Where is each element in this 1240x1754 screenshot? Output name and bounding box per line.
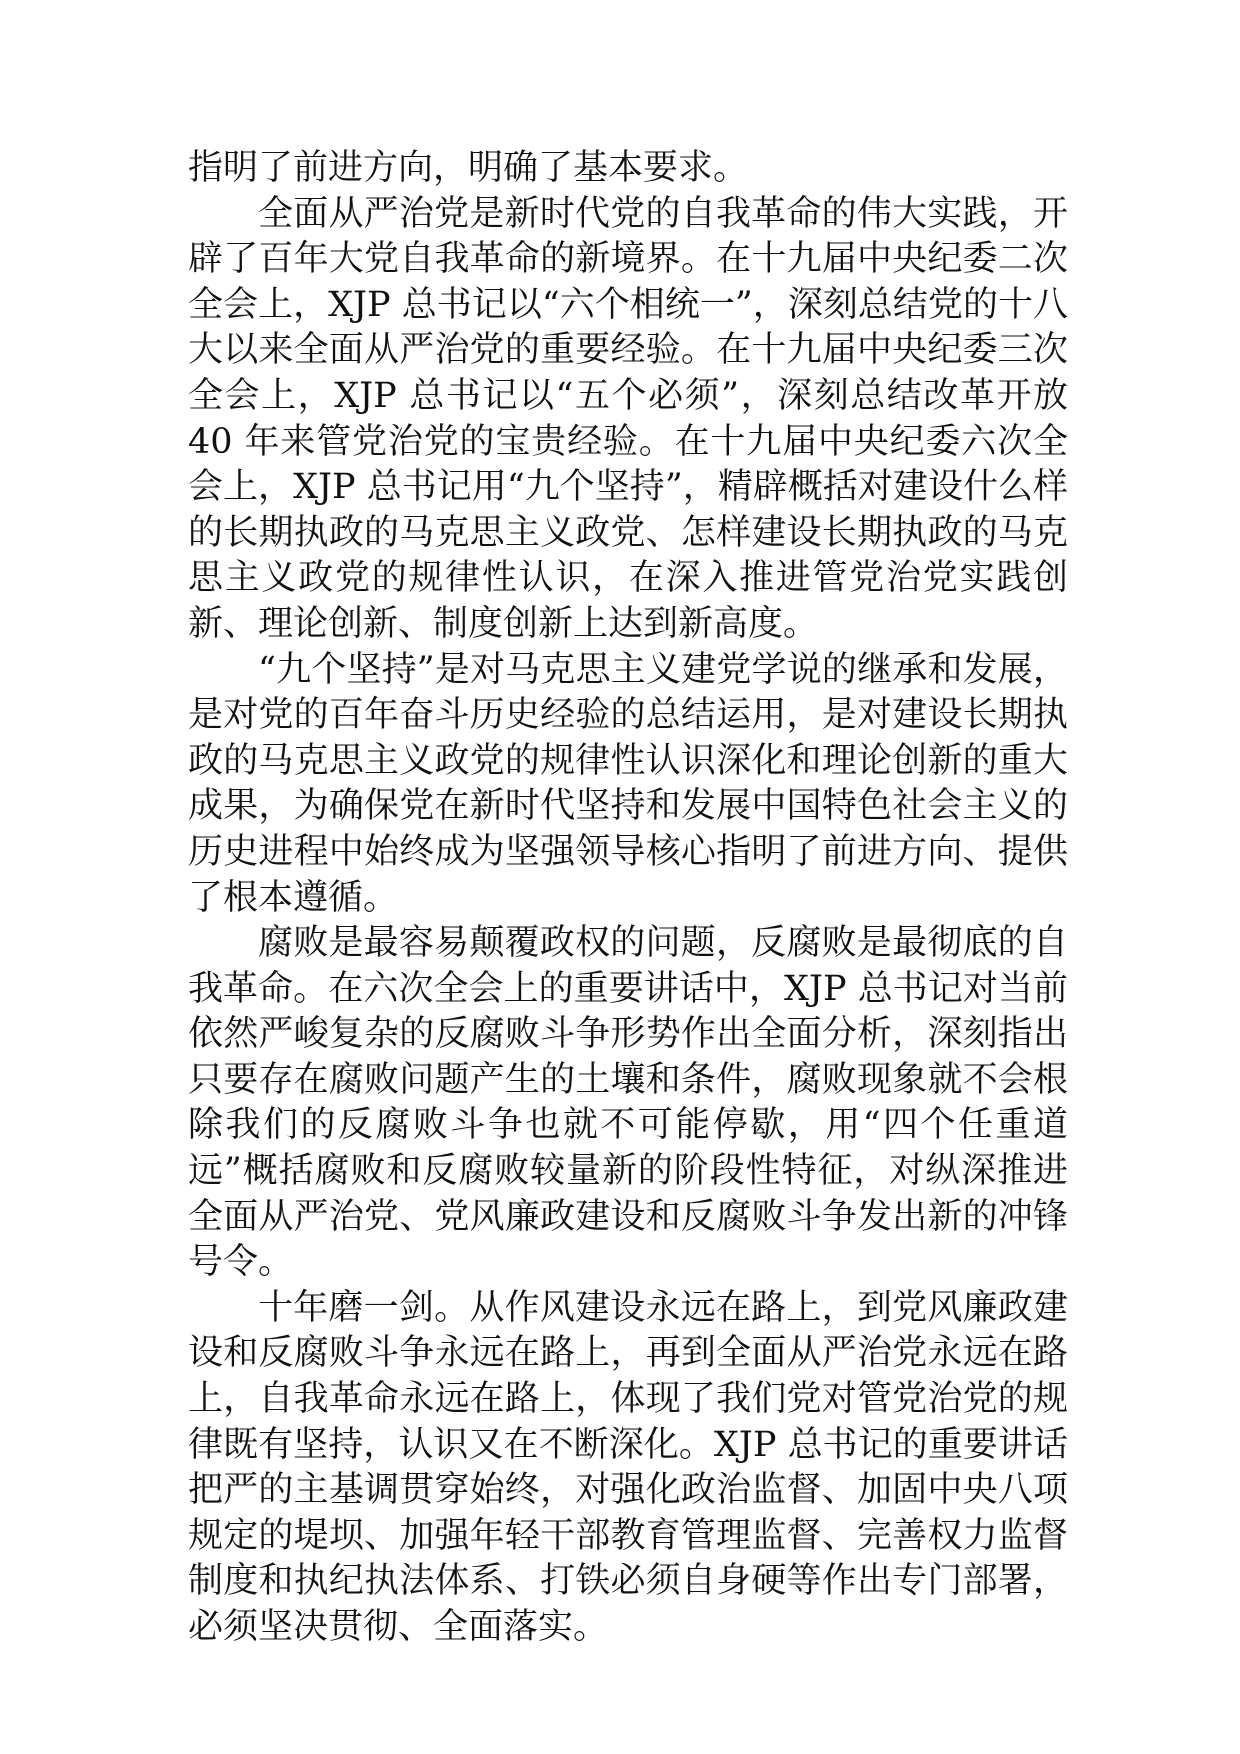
paragraph-ten-years: 十年磨一剑。从作风建设永远在路上，到党风廉政建设和反腐败斗争永远在路上，再到全面从严治党永远在路上，自我革命永远在路上，体现了我们党对管党治党的规律既有坚持，认识又在不断深化。XJP 总书记的重要讲话把严的主基调贯穿始终，对强化政治监督、加固中央八项规定的堤坝、加强年轻干部教育管理监督、完善权力监督制度和执纪执法体系、打铁必须自身硬等作出专门部署，必须坚决贯彻、全面落实。 [188,1287,1068,1647]
paragraph-self-revolution: 全面从严治党是新时代党的自我革命的伟大实践，开辟了百年大党自我革命的新境界。在十九届中央纪委二次全会上，XJP 总书记以“六个相统一”，深刻总结党的十八大以来全面从严治党的重要经验。在十九届中央纪委三次全会上，XJP 总书记以“五个必须”，深刻总结改革开放 40 年来管党治党的宝贵经验。在十九届中央纪委六次全会上，XJP 总书记用“九个坚持”，精辟概括对建设什么样的长期执政的马克思主义政党、怎样建设长期执政的马克思主义政党的规律性认识，在深入推进管党治党实践创新、理论创新、制度创新上达到新高度。 [188,193,1068,644]
paragraph-continuation: 指明了前进方向，明确了基本要求。 [188,148,749,188]
body-text [188,146,1068,1651]
paragraph-anti-corruption: 腐败是最容易颠覆政权的问题，反腐败是最彻底的自我革命。在六次全会上的重要讲话中，XJP 总书记对当前依然严峻复杂的反腐败斗争形势作出全面分析，深刻指出只要存在腐败问题产生的土壤和条件，腐败现象就不会根除我们的反腐败斗争也就不可能停歇，用“四个任重道远”概括腐败和反腐败较量新的阶段性特征，对纵深推进全面从严治党、党风廉政建设和反腐败斗争发出新的冲锋号令。 [188,923,1068,1283]
paragraph-nine-persistences: “九个坚持”是对马克思主义建党学说的继承和发展，是对党的百年奋斗历史经验的总结运用，是对建设长期执政的马克思主义政党的规律性认识深化和理论创新的重大成果，为确保党在新时代坚持和发展中国特色社会主义的历史进程中始终成为坚强领导核心指明了前进方向、提供了根本遵循。 [188,649,1068,918]
